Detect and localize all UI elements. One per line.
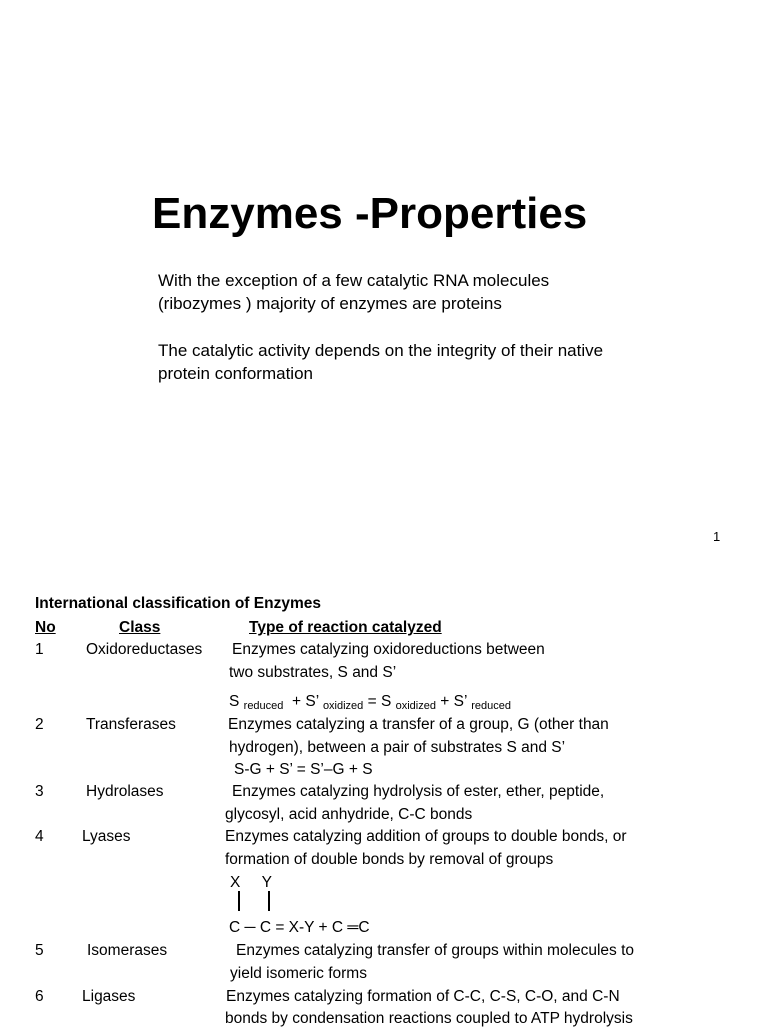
row-number: 6 bbox=[35, 988, 44, 1005]
reaction-description: Enzymes catalyzing hydrolysis of ester, ether, peptide, bbox=[232, 783, 605, 800]
paragraph-2-line-2: protein conformation bbox=[158, 364, 313, 383]
slide-title: Enzymes -Properties bbox=[152, 189, 588, 238]
class-name: Ligases bbox=[82, 988, 136, 1005]
page-number: 1 bbox=[713, 529, 721, 544]
reaction-description: hydrogen), between a pair of substrates S and S’ bbox=[229, 739, 566, 756]
reaction-equation: S-G + S’ = S’–G + S bbox=[234, 761, 373, 778]
reaction-description: formation of double bonds by removal of groups bbox=[225, 851, 554, 868]
reaction-equation: S $_{reduced}$ + S’ $_{oxidized}$ = S $_{oxidized}$ + S’ $_{reduced}$ bbox=[229, 693, 511, 712]
reaction-equation: C ─ C = X-Y + C ═C bbox=[229, 919, 370, 936]
reaction-description: Enzymes catalyzing addition of groups to double bonds, or bbox=[225, 828, 627, 845]
bond-line-y bbox=[268, 891, 270, 911]
column-header-type: Type of reaction catalyzed bbox=[249, 619, 442, 636]
reaction-description: yield isomeric forms bbox=[230, 965, 367, 982]
class-name: Oxidoreductases bbox=[86, 641, 203, 658]
row-number: 4 bbox=[35, 828, 44, 845]
paragraph-1-line-1: With the exception of a few catalytic RNA molecules bbox=[158, 271, 550, 290]
row-number: 3 bbox=[35, 783, 44, 800]
row-number: 5 bbox=[35, 942, 44, 959]
reaction-description: bonds by condensation reactions coupled to ATP hydrolysis bbox=[225, 1010, 633, 1027]
class-name: Isomerases bbox=[87, 942, 168, 959]
reaction-description: Enzymes catalyzing a transfer of a group, G (other than bbox=[228, 716, 609, 733]
column-header-no: No bbox=[35, 619, 56, 636]
reaction-description: Enzymes catalyzing oxidoreductions between bbox=[232, 641, 545, 658]
reaction-description: Enzymes catalyzing transfer of groups within molecules to bbox=[236, 942, 635, 959]
class-name: Transferases bbox=[86, 716, 176, 733]
reaction-description: Enzymes catalyzing formation of C-C, C-S, C-O, and C-N bbox=[226, 988, 620, 1005]
reaction-description: glycosyl, acid anhydride, C-C bonds bbox=[225, 806, 473, 823]
paragraph-2-line-1: The catalytic activity depends on the integrity of their native bbox=[158, 341, 604, 360]
paragraph-1-line-2: (ribozymes ) majority of enzymes are proteins bbox=[158, 294, 502, 313]
lyase-group-labels: X Y bbox=[230, 874, 272, 891]
class-name: Lyases bbox=[82, 828, 131, 845]
row-number: 2 bbox=[35, 716, 44, 733]
table-heading: International classification of Enzymes bbox=[35, 595, 321, 612]
bond-line-x bbox=[238, 891, 240, 911]
column-header-class: Class bbox=[119, 619, 161, 636]
reaction-description: two substrates, S and S’ bbox=[229, 664, 397, 681]
row-number: 1 bbox=[35, 641, 44, 658]
class-name: Hydrolases bbox=[86, 783, 164, 800]
